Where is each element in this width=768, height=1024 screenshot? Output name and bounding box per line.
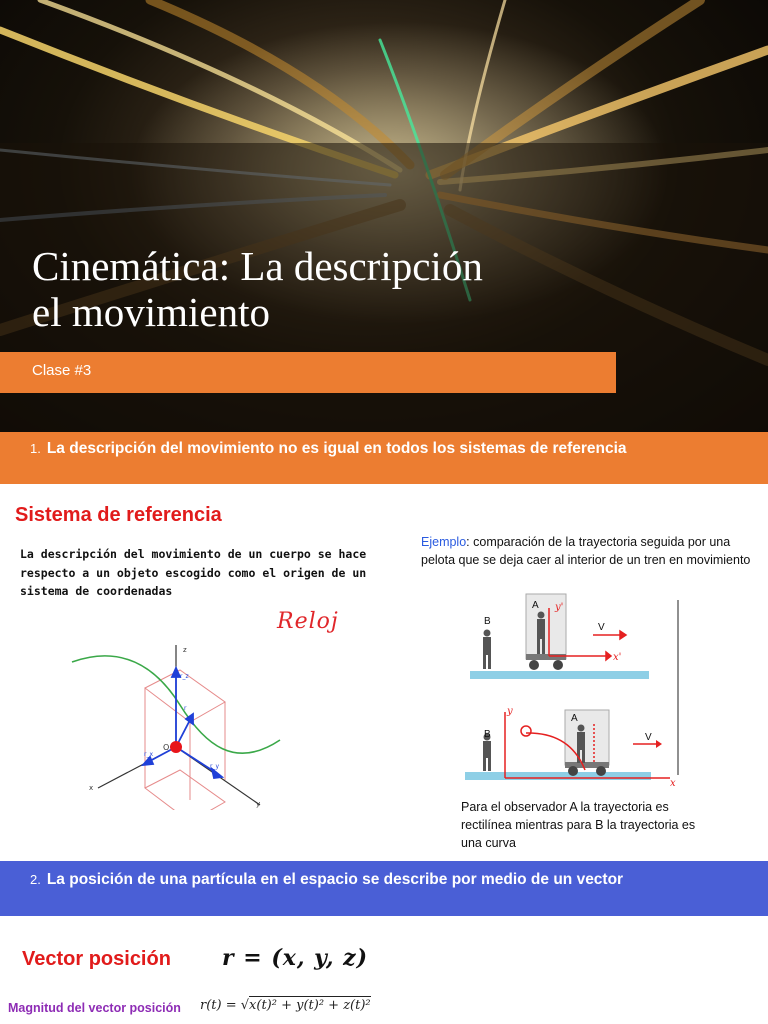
section-2-heading: La posición de una partícula en el espacio se describe por medio de un vector xyxy=(46,871,624,888)
example-text xyxy=(421,533,756,569)
label-y-prime: y' xyxy=(555,602,564,613)
subtitle-bar xyxy=(0,352,616,393)
person-b-upper xyxy=(483,630,491,670)
slide-subtitle: Clase #3 xyxy=(32,362,92,379)
handwritten-note: Reloj xyxy=(277,609,339,634)
bounding-box xyxy=(145,670,225,810)
magnitude-formula-lhs: r(t) = xyxy=(200,998,241,1013)
label-y-lower: y xyxy=(507,706,513,717)
slide-title xyxy=(32,243,672,335)
train-trajectory-diagram xyxy=(460,590,690,790)
example-description: : comparación de la trayectoria seguida por una pelota que se deja caer al interior de un tren en movimiento xyxy=(421,535,751,567)
z-axis-label: z xyxy=(183,646,187,654)
magnitude-formula xyxy=(200,998,371,1013)
position-vector-formula: r = (x, y, z) xyxy=(222,945,369,971)
label-a-upper: A xyxy=(532,600,539,611)
example-caption: Para el observador A la trayectoria es rectilínea mientras para B la trayectoria es una curva xyxy=(461,800,696,850)
label-v-upper: V xyxy=(598,622,605,633)
label-a-lower: A xyxy=(571,713,578,724)
label-b-lower: B xyxy=(484,729,491,740)
rx-label: r_x xyxy=(144,751,154,758)
reference-system-heading: Sistema de referencia xyxy=(15,504,222,526)
ground-lower xyxy=(465,772,651,780)
rz-label: r_z xyxy=(180,673,189,680)
y-axis-label: y xyxy=(256,800,261,808)
ry-label: r_y xyxy=(210,763,220,770)
slide-title-line-1: Cinemática: La descripción xyxy=(32,243,483,289)
position-vector-heading: Vector posición xyxy=(22,948,171,970)
label-v-lower: V xyxy=(645,732,652,743)
label-x-prime: x' xyxy=(613,652,622,663)
ground-upper xyxy=(470,671,649,679)
magnitude-heading: Magnitud del vector posición xyxy=(8,1001,181,1015)
origin-label: O xyxy=(163,743,170,752)
sqrt-icon: √ xyxy=(240,998,250,1013)
r-label: r xyxy=(184,705,187,712)
section-1-heading: La descripción del movimiento no es igual en todos los sistemas de referencia xyxy=(46,440,627,457)
section-1-number: 1. xyxy=(30,441,41,456)
x-axis-label: x xyxy=(89,784,94,792)
origin-point xyxy=(170,741,182,753)
coordinate-system-diagram xyxy=(60,630,300,810)
title-slide xyxy=(0,0,768,432)
magnitude-formula-rhs: x(t)² + y(t)² + z(t)² xyxy=(249,998,371,1013)
section-1-banner xyxy=(0,432,768,484)
section-2-banner xyxy=(0,861,768,916)
label-b-upper: B xyxy=(484,616,491,627)
section-2-number: 2. xyxy=(30,872,41,887)
example-keyword: Ejemplo xyxy=(421,535,467,549)
slide-title-line-2: el movimiento xyxy=(32,289,270,335)
reference-system-description: La descripción del movimiento de un cuerpo se hace respecto a un objeto escogido como el origen de un sistema de coordenadas xyxy=(20,547,367,598)
label-x-lower: x xyxy=(670,778,676,789)
